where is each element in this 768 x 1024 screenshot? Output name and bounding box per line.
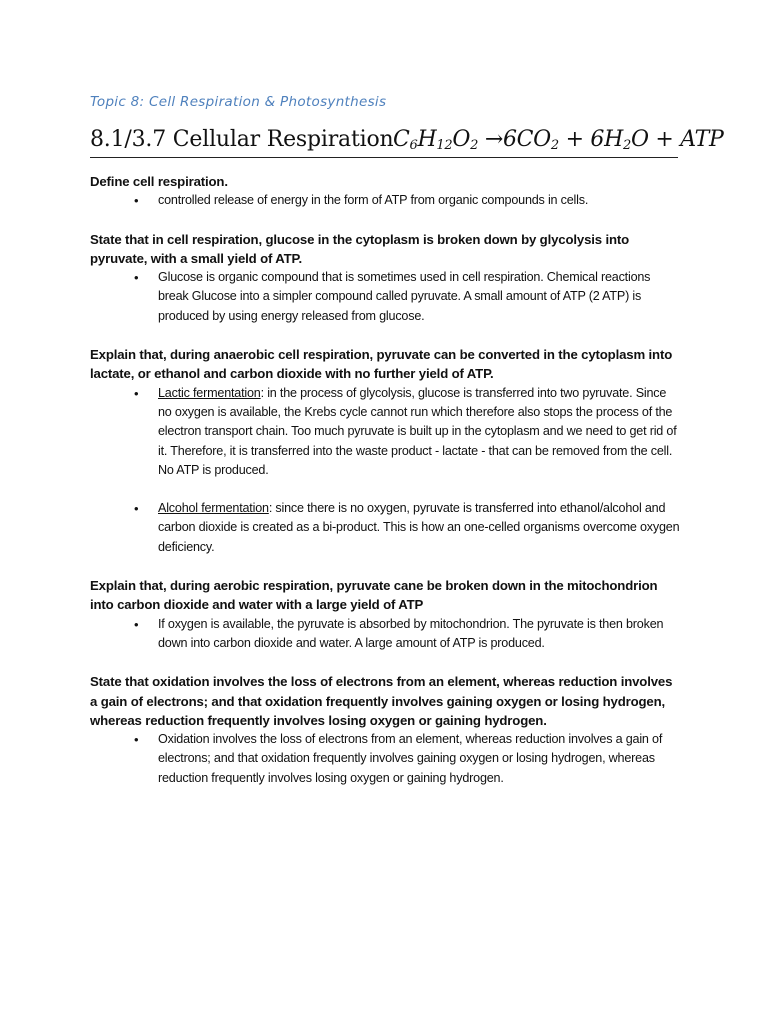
question: State that in cell respiration, glucose in the cytoplasm is broken down by glycolysis into pyruvate, with a small yield of ATP.: [90, 231, 630, 266]
section-aerobic-respiration: [90, 576, 680, 653]
question: Define cell respiration.: [90, 174, 228, 189]
list-item: [90, 268, 680, 326]
bullet-list: [90, 384, 680, 557]
list-item: [90, 615, 680, 654]
eq-co2: 6CO: [502, 127, 551, 152]
content: [90, 172, 680, 807]
arrow-icon: →: [484, 127, 503, 152]
bullet-list: [90, 268, 680, 326]
eq-plus-h: + 6H: [558, 127, 624, 152]
eq-c-sub: 6: [409, 138, 418, 153]
bullet-icon: •: [134, 616, 139, 632]
section-anaerobic-respiration: [90, 345, 680, 557]
eq-h: H: [417, 127, 437, 152]
section-define-cell-respiration: [90, 172, 680, 211]
list-item: [90, 730, 680, 788]
bullet-text: : in the process of glycolysis, glucose is transferred into two pyruvate. Since no oxygen is available, the Krebs cycle cannot run which therefore also stops the process of the electron transport chain. Too much pyruvate is built up in the cytoplasm and we need to get rid of it. Therefore, it is transferred into the waste product - lactate - that can be removed from the cell. No ATP is produced.: [158, 385, 677, 477]
bullet-list: [90, 615, 680, 654]
eq-h-sub: 12: [436, 138, 453, 153]
eq-o: O: [452, 127, 471, 152]
bullet-term: Alcohol fermentation: [158, 501, 269, 516]
list-item: [90, 191, 680, 210]
list-item: [90, 384, 680, 480]
bullet-icon: •: [134, 732, 139, 748]
topic-heading: Topic 8: Cell Respiration & Photosynthesis: [90, 94, 387, 110]
question: State that oxidation involves the loss of electrons from an element, whereas reduction involves a gain of electrons; and that oxidation frequently involves gaining oxygen or losing hydrogen, whereas reduction frequently involves losing oxygen or gaining hydrogen.: [90, 674, 673, 728]
eq-co2-sub: 2: [550, 138, 559, 153]
bullet-term: Lactic fermentation: [158, 385, 261, 400]
bullet-icon: •: [134, 501, 139, 517]
respiration-equation: [393, 127, 724, 152]
title-row: [90, 127, 724, 158]
bullet-text: controlled release of energy in the form of ATP from organic compounds in cells.: [158, 193, 589, 208]
bullet-icon: •: [134, 270, 139, 286]
bullet-icon: •: [134, 193, 139, 209]
section-glycolysis: [90, 230, 680, 326]
bullet-text: Glucose is organic compound that is sometimes used in cell respiration. Chemical reactions break Glucose into a simpler compound called pyruvate. A small amount of ATP (2 ATP) is produced by using energy released from glucose.: [158, 270, 651, 323]
bullet-text: : since there is no oxygen, pyruvate is transferred into ethanol/alcohol and carbon dioxide is created as a bi-product. This is how an one-celled organisms overcome oxygen deficiency.: [158, 501, 680, 554]
bullet-icon: •: [134, 385, 139, 401]
eq-o-atp: O + ATP: [631, 127, 724, 152]
section-oxidation-reduction: [90, 672, 680, 788]
question: Explain that, during anaerobic cell respiration, pyruvate can be converted in the cytoplasm into lactate, or ethanol and carbon dioxide with no further yield of ATP.: [90, 347, 673, 382]
bullet-text: Oxidation involves the loss of electrons from an element, whereas reduction involves a gain of electrons; and that oxidation frequently involves gaining oxygen or losing hydrogen, whereas reduction frequently involves losing oxygen or gaining hydrogen.: [158, 732, 663, 785]
page-title: 8.1/3.7 Cellular Respiration: [90, 127, 394, 152]
bullet-list: [90, 191, 680, 210]
list-item: [90, 499, 680, 557]
eq-h2o-sub: 2: [623, 138, 631, 153]
question: Explain that, during aerobic respiration, pyruvate cane be broken down in the mitochondrion into carbon dioxide and water with a large yield of ATP: [90, 578, 658, 613]
eq-c: C: [393, 127, 410, 152]
eq-o-sub: 2: [470, 138, 479, 153]
bullet-list: [90, 730, 680, 788]
bullet-text: If oxygen is available, the pyruvate is absorbed by mitochondrion. The pyruvate is then broken down into carbon dioxide and water. A large amount of ATP is produced.: [158, 616, 664, 650]
